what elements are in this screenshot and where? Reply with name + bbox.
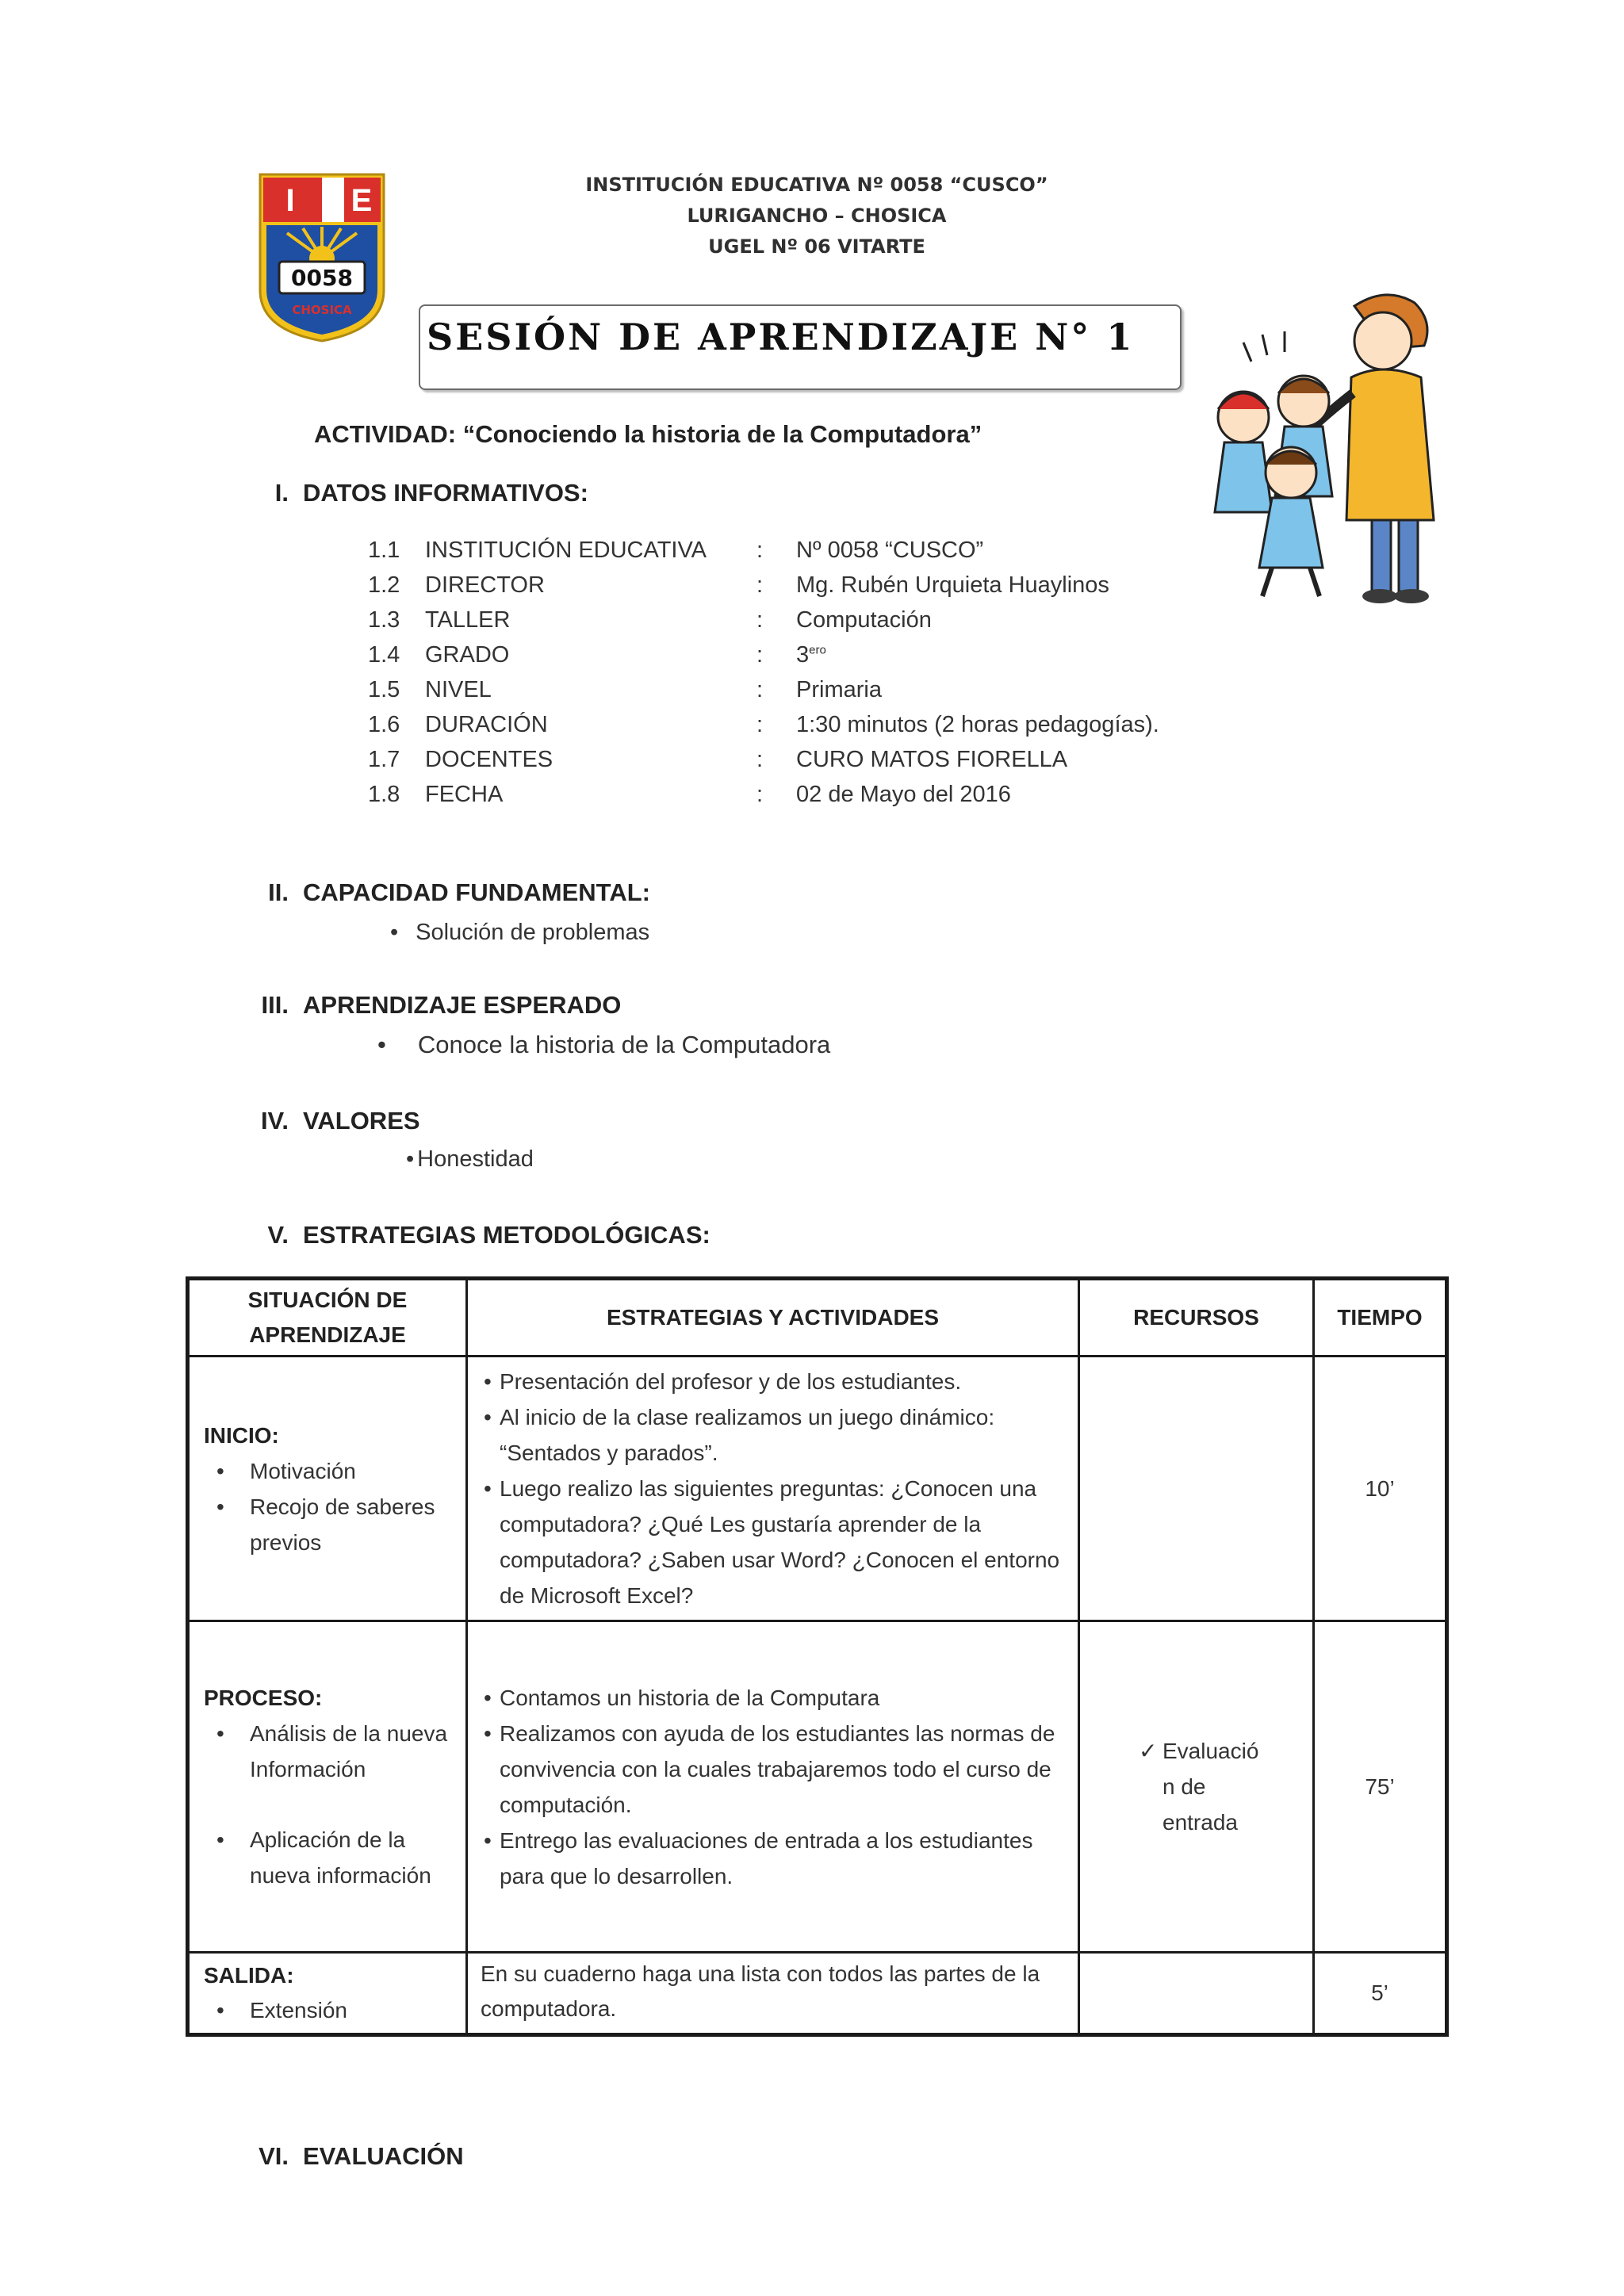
institution-line-3: UGEL Nº 06 VITARTE <box>708 235 925 258</box>
table-row-inicio <box>188 1357 1447 1621</box>
logo-number: 0058 <box>291 265 353 291</box>
list-item: • Aplicación de la nueva información <box>250 1822 451 1893</box>
logo-subtext: CHOSICA <box>292 303 352 317</box>
list-item: • Análisis de la nueva Información <box>250 1716 451 1787</box>
list-item: • Extensión <box>250 1993 451 2028</box>
table-row-proceso <box>188 1621 1447 1953</box>
session-title-box <box>419 304 1182 390</box>
table-row-salida <box>188 1953 1447 2035</box>
activities-cell: En su cuaderno haga una lista con todos las partes de la computadora. <box>467 1953 1079 2035</box>
time-cell: 10’ <box>1314 1357 1447 1621</box>
section-aprendizaje-esperado <box>239 991 621 1020</box>
list-item: • Honestidad <box>406 1146 534 1172</box>
session-title: SESIÓN DE APRENDIZAJE N° 1 <box>427 316 1135 358</box>
header-recursos: RECURSOS <box>1079 1279 1314 1357</box>
section-title: ESTRATEGIAS METODOLÓGICAS: <box>303 1221 710 1249</box>
time-cell: 75’ <box>1314 1621 1447 1953</box>
school-crest-logo <box>255 171 389 344</box>
activity-title: ACTIVIDAD: “Conociendo la historia de la Computadora” <box>314 420 982 448</box>
activities-cell <box>467 1621 1079 1953</box>
list-item: • Presentación del profesor y de los estudiantes. <box>500 1364 1065 1399</box>
section-number: II. <box>268 878 289 906</box>
section-number: IV. <box>260 1107 289 1135</box>
logo-letter-e: E <box>350 183 373 218</box>
header-tiempo: TIEMPO <box>1314 1279 1447 1357</box>
list-item: • Al inicio de la clase realizamos un juego dinámico: “Sentados y parados”. <box>500 1399 1065 1471</box>
section-datos-informativos <box>239 479 588 507</box>
time-cell: 5’ <box>1314 1953 1447 2035</box>
stage-title: SALIDA: <box>204 1963 294 1988</box>
list-item: • Recojo de saberes previos <box>250 1489 451 1560</box>
list-item: • Solución de problemas <box>390 920 650 945</box>
list-item: • Conoce la historia de la Computadora <box>377 1031 831 1058</box>
section-title: CAPACIDAD FUNDAMENTAL: <box>303 878 650 906</box>
list-item: • Realizamos con ayuda de los estudiantes las normas de convivencia con la cuales trabajaremos todo el curso de computación. <box>500 1716 1065 1823</box>
stage-cell <box>188 1357 467 1621</box>
list-item: • Motivación <box>250 1453 451 1489</box>
list-item: • Entrego las evaluaciones de entrada a los estudiantes para que lo desarrollen. <box>500 1823 1065 1894</box>
stage-title: PROCESO: <box>204 1686 323 1710</box>
resources-cell: ✓ Evaluació n de entrada <box>1079 1621 1314 1953</box>
table-header-row <box>188 1279 1447 1357</box>
teacher-children-illustration <box>1196 282 1457 607</box>
stage-cell <box>188 1953 467 2035</box>
section-number: III. <box>261 991 289 1019</box>
section-number: I. <box>274 479 289 507</box>
activities-cell <box>467 1357 1079 1621</box>
resources-cell <box>1079 1357 1314 1621</box>
stage-title: INICIO: <box>204 1422 279 1448</box>
section-capacidad-fundamental <box>239 878 650 907</box>
header-situacion: SITUACIÓN DE APRENDIZAJE <box>188 1279 467 1357</box>
section-valores <box>239 1107 420 1135</box>
section-number: V. <box>267 1221 289 1249</box>
logo-letter-i: I <box>285 183 295 218</box>
section-title: APRENDIZAJE ESPERADO <box>303 991 622 1019</box>
list-item: • Contamos un historia de la Computara <box>500 1680 1065 1716</box>
section-title: EVALUACIÓN <box>303 2142 464 2170</box>
section-number: VI. <box>259 2142 289 2170</box>
section-estrategias <box>239 1221 710 1249</box>
institution-line-1: INSTITUCIÓN EDUCATIVA Nº 0058 “CUSCO” <box>585 174 1048 196</box>
header-estrategias: ESTRATEGIAS Y ACTIVIDADES <box>467 1279 1079 1357</box>
list-item: • Luego realizo las siguientes preguntas: ¿Conocen una computadora? ¿Qué Les gustaría aprender de la computadora? ¿Saben usar Word? ¿Conocen el entorno de Microsoft Excel? <box>500 1471 1065 1613</box>
strategies-table <box>186 1276 1449 2037</box>
section-title: DATOS INFORMATIVOS: <box>303 479 588 507</box>
stage-cell <box>188 1621 467 1953</box>
institution-header <box>555 170 1078 262</box>
section-evaluacion <box>239 2142 464 2171</box>
section-title: VALORES <box>303 1107 420 1135</box>
resources-cell <box>1079 1953 1314 2035</box>
check-icon: ✓ <box>1139 1739 1158 1763</box>
institution-line-2: LURIGANCHO – CHOSICA <box>687 205 947 227</box>
